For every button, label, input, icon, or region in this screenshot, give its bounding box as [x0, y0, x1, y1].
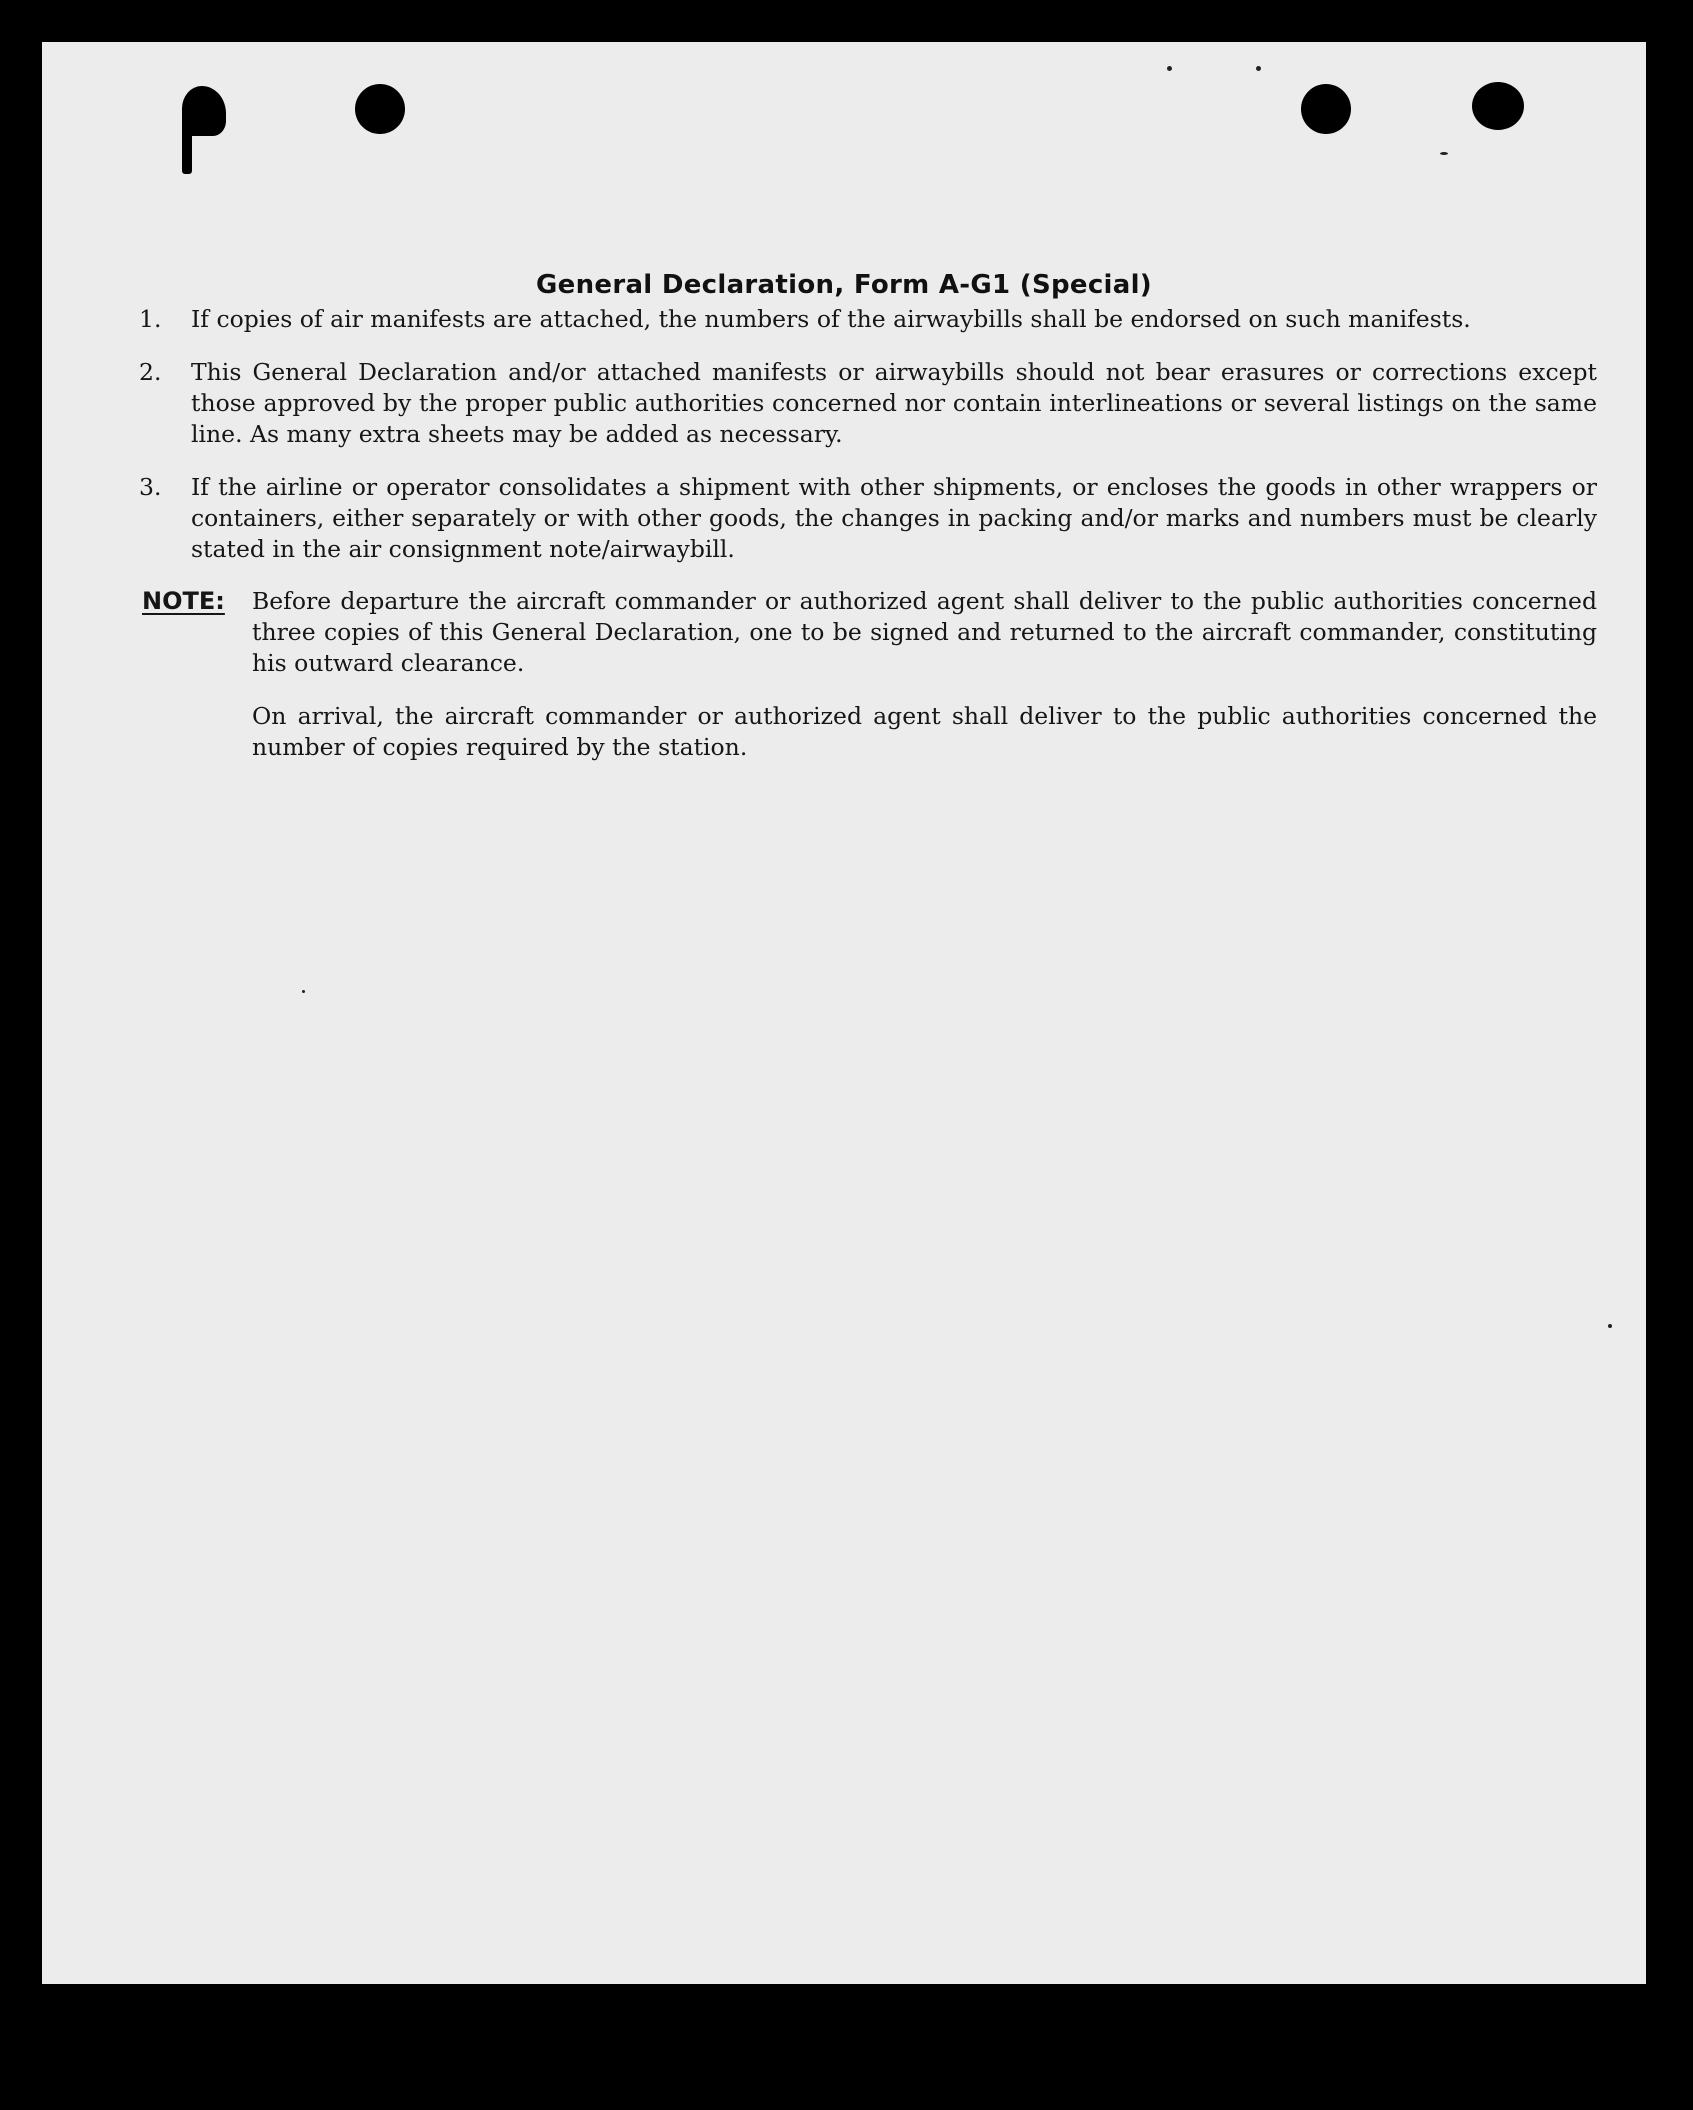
- list-item: [139, 472, 1597, 565]
- note-label: NOTE:: [142, 587, 225, 615]
- note-paragraph: On arrival, the aircraft commander or authorized agent shall deliver to the public authorities concerned the number of copies required by the station.: [252, 702, 1597, 761]
- punch-hole-left-inner: [355, 84, 405, 134]
- punch-hole-right-outer: [1472, 82, 1524, 130]
- list-item: [139, 304, 1597, 335]
- note-paragraph: Before departure the aircraft commander or authorized agent shall deliver to the public authorities concerned three copies of this General Declaration, one to be signed and returned to the aircraft commander, constituting his outward clearance.: [252, 587, 1597, 677]
- speck: [1440, 152, 1448, 155]
- list-item: [139, 357, 1597, 450]
- page-title: General Declaration, Form A-G1 (Special): [536, 270, 1152, 300]
- note-section: [142, 586, 1597, 763]
- speck: [1256, 66, 1261, 71]
- item-number: 2.: [139, 358, 162, 386]
- item-text: If copies of air manifests are attached, the numbers of the airwaybills shall be endorsed on such manifests.: [191, 305, 1471, 333]
- punch-hole-right-inner: [1301, 84, 1351, 134]
- speck: [1608, 1324, 1612, 1328]
- item-text: This General Declaration and/or attached manifests or airwaybills should not bear erasures or corrections except those approved by the proper public authorities concerned nor contain interlineations or several listings on the same line. As many extra sheets may be added as necessary.: [191, 358, 1597, 448]
- document-page: [42, 42, 1646, 1984]
- speck: [302, 990, 305, 993]
- item-number: 3.: [139, 473, 162, 501]
- item-number: 1.: [139, 305, 162, 333]
- speck: [1167, 66, 1172, 71]
- punch-hole-left-tail: [182, 122, 192, 174]
- item-text: If the airline or operator consolidates a shipment with other shipments, or encloses the goods in other wrappers or containers, either separately or with other goods, the changes in packing and/or marks and numbers must be clearly stated in the air consignment note/airwaybill.: [191, 473, 1597, 563]
